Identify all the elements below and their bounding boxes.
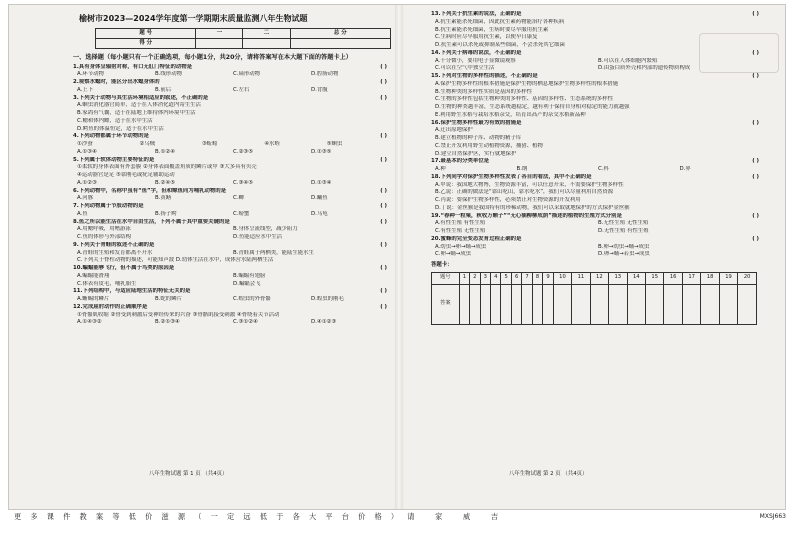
right-question-list	[431, 11, 761, 259]
answer-card-number: 16	[664, 272, 682, 284]
question-stem	[73, 288, 389, 296]
question-stem	[73, 265, 389, 273]
option-text: B.卵→幼虫→蛹→成虫	[598, 243, 650, 250]
option-row	[73, 180, 389, 188]
option-text: A.蝙蝠能滑翔	[77, 272, 110, 279]
line-text: E.利用野生水稻与栽培水稻杂交，培育出高产的杂交水稻新品种	[435, 111, 586, 118]
option-line	[73, 110, 389, 118]
answer-card-number: 13	[609, 272, 627, 284]
answer-parentheses: ( )	[380, 203, 387, 209]
option-text: ④水蛭	[264, 141, 280, 147]
option-line	[431, 19, 761, 27]
option-text: A.青蛙的生殖和发育都离不开水	[77, 249, 153, 256]
option-line	[73, 172, 389, 180]
answer-card-number: 9	[543, 272, 553, 284]
option-text: B.②④⑤	[155, 179, 175, 186]
line-text: ①骨骼肌收缩 ②骨受到刺激后受神经传来的兴奋 ③骨骼肌接受刺激 ④骨绕着关节活动	[77, 311, 280, 318]
option-text: B.线形动物	[155, 71, 182, 78]
answer-card-blank[interactable]	[572, 284, 590, 324]
question-stem	[431, 120, 761, 128]
option-line	[431, 96, 761, 104]
line-text: C.丙说：要保护生物多样性，必须禁止对生物资源的开发利用	[435, 197, 581, 203]
option-line	[431, 27, 761, 35]
question-stem	[431, 50, 761, 58]
score-cell	[243, 39, 290, 49]
page-footer-right: 八年生物试题 第 2 页 （共4页）	[509, 471, 588, 477]
option-text: D.鱼能适应水中生活	[233, 234, 282, 240]
answer-card-blank[interactable]	[459, 284, 469, 324]
option-row	[73, 273, 389, 281]
line-text: C.禁止开发利用野生动植物资源，捕猎、植物	[435, 142, 543, 149]
option-text: D.蝗虫的刚毛	[311, 296, 344, 302]
option-text: D.①③⑤	[311, 148, 332, 155]
answer-card-blank[interactable]	[719, 284, 737, 324]
answer-card-number: 6	[511, 272, 521, 284]
option-text: A.上下	[77, 86, 94, 93]
option-row	[431, 166, 761, 174]
option-text: C.鲫	[233, 195, 244, 202]
score-cell: 总 分	[290, 29, 390, 39]
line-text: A.迁出原地保护	[435, 127, 473, 134]
option-text: C.②③⑤	[233, 148, 253, 155]
question-stem	[73, 95, 389, 103]
option-text: A.①②③	[77, 179, 97, 186]
answer-card-blank[interactable]	[491, 284, 501, 324]
line-text: 4.下列动物都属于环节动物的是	[73, 133, 149, 140]
score-cell: 得 分	[96, 39, 196, 49]
answer-card-blank[interactable]	[480, 284, 490, 324]
option-text: A.种	[435, 166, 446, 172]
answer-parentheses: ( )	[752, 11, 759, 17]
option-text: D.卵→蛹→若虫→成虫	[598, 251, 650, 258]
option-text: B.①②④	[155, 148, 175, 155]
answer-card-number: 14	[627, 272, 645, 284]
option-line	[431, 143, 761, 151]
score-table	[95, 28, 391, 49]
option-row	[431, 244, 761, 252]
option-text: B.②①③④	[155, 319, 180, 326]
option-text: C.蝗虫的外骨骼	[233, 296, 271, 302]
exam-title: 榆树市2023—2024学年度第一学期期末质量监测八年生物试题	[79, 14, 308, 23]
answer-parentheses: ( )	[752, 235, 759, 242]
line-text: B.生物种类的多样性实质是基因的多样性	[435, 88, 533, 95]
score-cell: 题 号	[96, 29, 196, 39]
line-text: 11.下列结构中，与适应陆地生活的特征无关的是	[73, 288, 191, 295]
option-text: B.黄鳝	[155, 195, 172, 202]
answer-parentheses: ( )	[752, 173, 759, 180]
answer-card-answer-row	[432, 284, 757, 324]
question-stem	[431, 158, 761, 166]
answer-card-number: 5	[501, 272, 511, 284]
option-text: A.蜥蜴的鳞片	[77, 296, 110, 302]
option-text: C.卵→蛹→成虫	[435, 251, 472, 258]
option-line	[431, 34, 761, 42]
answer-card-blank[interactable]	[609, 284, 627, 324]
answer-card-number: 10	[553, 272, 571, 284]
line-text: 14.下列关于病毒的说法，不正确的是	[431, 49, 522, 56]
option-text: D.乌龟	[311, 210, 328, 217]
question-stem	[73, 64, 389, 72]
option-line	[431, 112, 761, 120]
line-text: 3.下列关于动物与其生活环境相适应的叙述，不正确的是	[73, 94, 209, 101]
answer-parentheses: ( )	[380, 265, 387, 271]
option-line	[73, 118, 389, 126]
line-text: 12.完成屈肘动作的正确顺序是	[73, 303, 148, 310]
answer-card-number: 4	[491, 272, 501, 284]
answer-parentheses: ( )	[380, 79, 387, 85]
option-text: B.前后	[155, 86, 172, 93]
option-text: D.鳙鱼	[311, 195, 328, 202]
option-row	[73, 234, 389, 242]
line-text: 1.具有身体呈辐射对称，有口无肛门特征的动物是	[73, 63, 193, 70]
option-text: D.背腹	[311, 86, 328, 93]
option-text: ①沙蚕	[77, 141, 93, 147]
option-row	[73, 226, 389, 234]
answer-card-blank[interactable]	[590, 284, 608, 324]
answer-card-body-cell: 答案	[432, 284, 460, 324]
option-text: A.鱼	[77, 210, 88, 217]
option-line	[431, 205, 761, 213]
question-stem	[73, 203, 389, 211]
question-stem	[431, 11, 761, 19]
answer-card-number: 11	[572, 272, 590, 284]
option-line	[73, 164, 389, 172]
option-text: A.有性生殖 有性生殖	[435, 220, 486, 227]
score-cell: 二	[243, 29, 290, 39]
option-row	[73, 281, 389, 289]
option-row	[73, 87, 389, 95]
option-row	[431, 65, 761, 73]
line-text: D.抗生素可以杀死或抑制某些细菌，不会杀死其它细菌	[435, 42, 565, 48]
line-text: D.丁说：金丝猴是我国特有的珍稀动物，我们可以采取就地保护的方式保护金丝猴	[435, 204, 630, 211]
question-stem	[73, 242, 389, 250]
answer-parentheses: ( )	[752, 73, 759, 79]
line-text: 18.下列同学对保护生物多样性发表了各自的看法，其中不正确的是	[431, 173, 592, 180]
option-row	[73, 195, 389, 203]
question-stem	[73, 304, 389, 312]
question-stem	[431, 236, 761, 244]
option-text: A.十分微小，要用电子显微镜观察	[435, 57, 516, 64]
option-text: C.科	[598, 166, 609, 172]
line-text: C.生物的多样性包括生物种类的多样性、基因的多样性、生态系统的多样性	[435, 96, 613, 103]
answer-parentheses: ( )	[752, 158, 759, 165]
line-text: 19.“春种一粒粟，秋收万颗子”“无心插柳柳成荫”描述的植物的生殖方式分别是	[431, 212, 622, 219]
answer-card-number-row	[432, 272, 757, 284]
answer-card-blank[interactable]	[470, 284, 480, 324]
answer-card-number: 17	[682, 272, 700, 284]
option-row	[73, 141, 389, 149]
question-stem	[73, 219, 389, 227]
option-row	[73, 211, 389, 219]
answer-card-number: 20	[738, 272, 757, 284]
option-text: A.河豚	[77, 195, 94, 202]
line-text: D.鳄鱼的体温恒定，适于在水中生活	[77, 125, 164, 132]
option-line	[431, 42, 761, 50]
score-cell	[196, 39, 243, 49]
answer-card-table	[431, 272, 757, 325]
option-text: D.腔肠动物	[311, 71, 339, 78]
page-footer-left: 八年生物试题 第 1 页 （共4页）	[149, 471, 228, 477]
option-text: B.蝙蝠有翅膀	[233, 272, 266, 279]
option-line	[73, 257, 389, 265]
option-line	[73, 312, 389, 320]
option-text: B.身体呈流线型，减少阻力	[233, 226, 298, 233]
option-text: B.蛇的鳞片	[155, 296, 182, 302]
line-text: 2.观察水螅时，能区分出水螅身体的	[73, 79, 160, 85]
line-text: D.生物的种类越丰富，生态系统越稳定，越有利于保持自身相对稳定的能力就越强	[435, 104, 630, 110]
option-text: B.可以在人体细胞内繁殖	[598, 57, 658, 64]
line-text: ④运动器官是足 ⑤靠刚毛或疣足辅助运动	[77, 172, 175, 178]
option-line	[431, 151, 761, 159]
option-text: D.由蛋白质外壳和内部的遗传物质构成	[598, 65, 691, 72]
question-stem	[73, 157, 389, 165]
option-text: ②乌贼	[139, 141, 156, 147]
option-text: C.体表有皮毛，哺乳胎生	[77, 280, 137, 287]
line-text: B.抗生素能杀死细菌，生病时要尽早服用抗生素	[435, 26, 549, 33]
line-text: C.下列关于脊柱动物的描述，可能知声波 D.幼体生活在水中，成体营水陆两栖生活	[77, 257, 274, 264]
answer-parentheses: ( )	[752, 49, 759, 56]
score-cell	[290, 39, 390, 49]
line-text: D.建立自然保护区，实行就地保护	[435, 150, 517, 157]
line-text: ①柔软的身体表面有外套膜 ②身体表面覆盖角质的鳞片或甲 ③大多具有贝壳	[77, 164, 257, 171]
option-text: B.纲	[516, 166, 528, 172]
answer-parentheses: ( )	[752, 212, 759, 219]
answer-card-number: 8	[532, 272, 542, 284]
line-text: B.乙说：正确的做法是“靠山吃山，靠水吃水”，我们可以尽量利用自然资源	[435, 189, 614, 196]
line-text: 13.下列关于抗生素的说法，正确的是	[431, 11, 522, 17]
option-text: C.鱼的体形与外部结构	[77, 234, 131, 240]
line-text: A.保护生物多样性的根本措施是保护生物的栖息地保护生物多样性的根本措施	[435, 80, 619, 87]
line-text: 16.保护生物多样性最为有效的措施是	[431, 119, 522, 126]
answer-card-blank[interactable]	[511, 284, 521, 324]
answer-card-blank[interactable]	[522, 284, 532, 324]
line-text: B.家鸽有气囊，适于在陆地上维持体内环境中生活	[77, 110, 196, 116]
option-text: B.扬子鳄	[155, 210, 177, 217]
line-text: 10.蝙蝠能够飞行，但不属于鸟类的原因是	[73, 265, 175, 271]
answer-card-number: 12	[590, 272, 608, 284]
answer-parentheses: ( )	[380, 303, 387, 310]
answer-card-head-cell: 题号	[432, 272, 460, 284]
option-line	[431, 182, 761, 190]
answer-card-blank[interactable]	[645, 284, 663, 324]
line-text: 8.鱼之所以能生活在水中自由生活，下列不属于其中重要关键的是	[73, 218, 230, 225]
option-text: C.螃蟹	[233, 210, 250, 217]
right-column	[431, 11, 761, 325]
line-text: 6.下列动物中，名称中虽有“鱼”字，但和鲸鱼同为哺乳动物的是	[73, 187, 227, 194]
option-text: C.左右	[233, 86, 250, 93]
line-text: C.生病时应尽早服用抗生素，以便早日康复	[435, 34, 538, 41]
line-text: A.抗生素能杀死细菌，因此抗生素药物能治疗各种疾病	[435, 18, 565, 25]
line-text: 7.下列动物属于节肢动物的是	[73, 203, 144, 209]
exam-paper	[8, 4, 786, 510]
question-stem	[431, 73, 761, 81]
question-stem	[73, 79, 389, 87]
answer-parentheses: ( )	[380, 241, 387, 248]
option-line	[431, 197, 761, 205]
option-row	[73, 149, 389, 157]
option-text: A.①③④	[77, 148, 97, 155]
answer-card-number: 7	[522, 272, 532, 284]
option-text: D.无性生殖 有性生殖	[598, 228, 649, 234]
line-text: A.甲说：我国地大物博，生物资源丰富，可以任意开采，不需要保护生物多样性	[435, 181, 624, 188]
line-text: B.建立植物的种子库、动物的精子库	[435, 135, 522, 141]
answer-parentheses: ( )	[380, 63, 387, 70]
line-text: 9.下列关于青蛙的叙述不正确的是	[73, 241, 155, 248]
option-text: A.幼虫→卵→蛹→成虫	[435, 243, 487, 250]
option-line	[431, 127, 761, 135]
line-text: C.鳃和体内鳔，适于在水中生活	[77, 117, 153, 124]
answer-card-blank[interactable]	[532, 284, 542, 324]
option-text: B.青蛙属于两栖类，能陆生能水生	[233, 249, 314, 256]
answer-card-number: 19	[719, 272, 737, 284]
answer-parentheses: ( )	[752, 119, 759, 126]
line-text: 5.下列属于软体动物主要特征的是	[73, 156, 155, 163]
line-text: A.蛔虫消化器官简单，适于在人体消化道内寄生生活	[77, 102, 201, 109]
option-line	[73, 126, 389, 134]
line-text: 15.下列对生物的多样性的描述，不正确的是	[431, 73, 538, 79]
answer-card-number: 18	[701, 272, 719, 284]
option-row	[431, 220, 761, 228]
option-text: A.环节动物	[77, 71, 104, 78]
answer-card-blank[interactable]	[543, 284, 553, 324]
answer-parentheses: ( )	[380, 156, 387, 163]
answer-card-number: 2	[470, 272, 480, 284]
option-text: A.用鳃呼吸，用鳍游泳	[77, 226, 131, 233]
option-text: D.①③④	[311, 179, 332, 186]
option-row	[431, 58, 761, 66]
section-heading: 一、选择题（每小题只有一个正确选项，每小题1分，共20分，请将答案写在本大题下面的答题卡上）	[73, 54, 352, 61]
option-text: D.④①②③	[311, 319, 337, 326]
question-stem	[73, 188, 389, 196]
option-text: A.①④③②	[77, 319, 102, 326]
line-text: 20.蜜蜂的完全变态发育过程正确的是	[431, 235, 522, 242]
option-text: C.有性生殖 无性生殖	[435, 228, 486, 234]
score-table-score-row	[96, 39, 391, 49]
option-row	[73, 250, 389, 258]
answer-parentheses: ( )	[380, 133, 387, 140]
option-row	[73, 296, 389, 304]
option-text: ⑤蛔虫	[326, 141, 343, 147]
page-fold	[395, 5, 403, 510]
left-question-list	[73, 64, 389, 328]
score-table-header-row	[96, 29, 391, 39]
answer-card-blank[interactable]	[664, 284, 682, 324]
option-text: B.无性生殖 无性生殖	[598, 220, 649, 227]
answer-card-blank[interactable]	[627, 284, 645, 324]
answer-card-label: 答题卡：	[431, 262, 453, 268]
option-line	[431, 104, 761, 112]
answer-card-number: 3	[480, 272, 490, 284]
left-column	[73, 11, 389, 327]
option-text: D.蝙蝠会飞	[233, 280, 261, 287]
answer-parentheses: ( )	[380, 288, 387, 295]
option-row	[431, 251, 761, 259]
answer-parentheses: ( )	[380, 218, 387, 225]
score-cell: 一	[196, 29, 243, 39]
option-line	[431, 135, 761, 143]
line-text: 17.最基本的分类单位是	[431, 158, 490, 165]
option-row	[73, 71, 389, 79]
answer-card-blank[interactable]	[701, 284, 719, 324]
answer-card-blank[interactable]	[738, 284, 757, 324]
option-text: D.界	[679, 166, 691, 172]
answer-card-blank[interactable]	[553, 284, 571, 324]
question-stem	[73, 133, 389, 141]
question-stem	[431, 174, 761, 182]
option-row	[73, 319, 389, 327]
answer-card-number: 15	[645, 272, 663, 284]
answer-parentheses: ( )	[380, 94, 387, 101]
option-line	[73, 102, 389, 110]
option-text: ③蚯蚓	[201, 141, 218, 147]
option-line	[431, 189, 761, 197]
answer-card-blank[interactable]	[682, 284, 700, 324]
answer-card-number: 1	[459, 272, 469, 284]
document-code: MXSJ663	[759, 513, 786, 520]
option-row	[431, 228, 761, 236]
option-line	[431, 89, 761, 97]
option-text: C.可以在空气中独立生活	[435, 65, 495, 72]
promo-banner-text: 更多课件教案等低价滋源（一定远低于各大平台价格）请 家 威 吉	[14, 512, 508, 521]
option-text: C.③①②④	[233, 319, 258, 326]
option-text: C.扁形动物	[233, 71, 261, 78]
answer-parentheses: ( )	[380, 187, 387, 194]
option-line	[431, 81, 761, 89]
question-stem	[431, 213, 761, 221]
option-text: C.③④⑤	[233, 179, 253, 186]
answer-card-blank[interactable]	[501, 284, 511, 324]
